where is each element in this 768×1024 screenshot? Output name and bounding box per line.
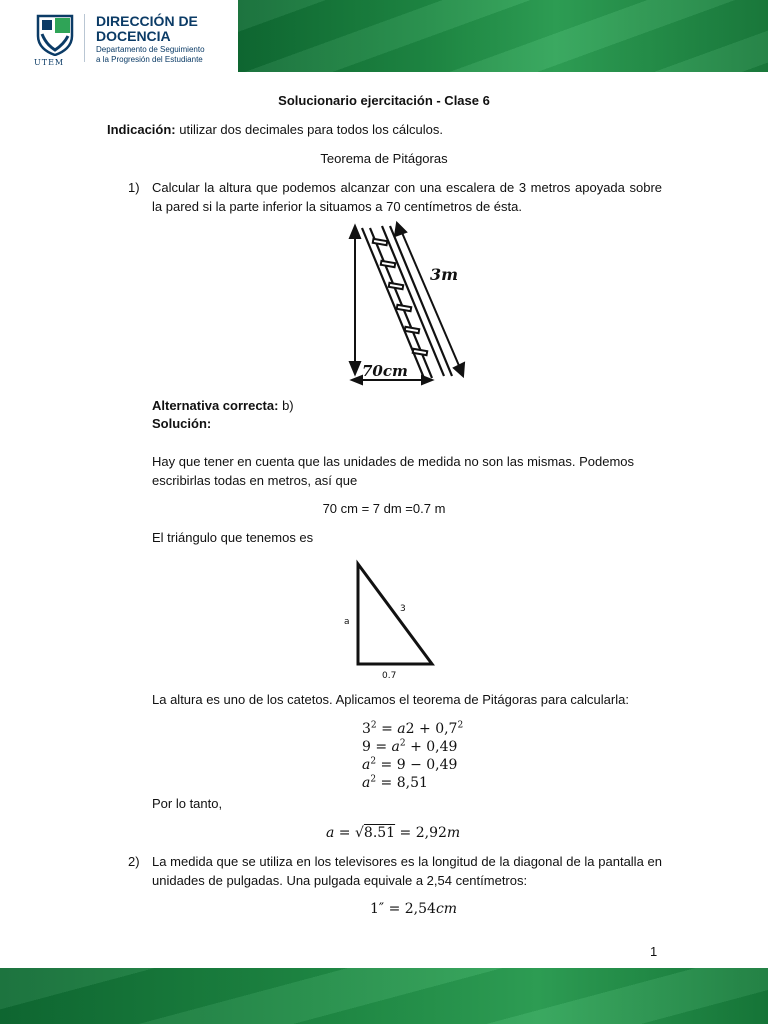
page-title: Solucionario ejercitación - Clase 6 [278, 93, 490, 108]
solution-paragraph-3: La altura es uno de los catetos. Aplicamos el teorema de Pitágoras para calcularla: [152, 692, 629, 707]
footer-green-band [0, 968, 768, 1024]
logo-subtitle [96, 45, 236, 65]
page-header [0, 0, 768, 72]
logo-title [96, 14, 236, 44]
utem-shield-logo [36, 14, 74, 56]
triangle-figure [338, 558, 448, 684]
header-green-band [238, 0, 768, 72]
base-length-label: 70cm [362, 362, 408, 380]
logo-divider [84, 14, 85, 62]
answer-line [152, 396, 294, 415]
q1-number: 1) [128, 180, 140, 195]
logo-subtitle-line2: a la Progresión del Estudiante [96, 55, 203, 64]
equation-3: $a^2 = 9 - 0,49$ [362, 756, 458, 773]
ladder-length-label: 3m [430, 265, 459, 284]
logo-caption: UTEM [34, 58, 65, 67]
logo-title-line2: DOCENCIA [96, 28, 171, 44]
logo-title-line1: DIRECCIÓN DE [96, 13, 198, 29]
solution-label: Solución: [152, 416, 212, 431]
right-triangle [358, 564, 432, 664]
height-arrow [350, 226, 360, 374]
result-equation: a = √8.51 = 2,92m [326, 825, 461, 841]
equation-4: $a^2 = 8,51$ [362, 774, 428, 791]
equation-2: $9 = a^2 + 0,49$ [362, 738, 458, 755]
section-title: Teorema de Pitágoras [320, 151, 448, 166]
ladder-rails [362, 226, 452, 378]
therefore-text: Por lo tanto, [152, 796, 223, 811]
q2-number: 2) [128, 854, 140, 869]
triangle-hypotenuse-label: 3 [400, 604, 406, 614]
ladder-arrow [395, 223, 464, 376]
indication [107, 120, 667, 139]
solution-paragraph-2: El triángulo que tenemos es [152, 530, 314, 545]
solution-paragraph-1: Hay que tener en cuenta que las unidades de medida no son las mismas. Podemos escribirlas todas en metros, así que [152, 454, 635, 488]
unit-conversion: 70 cm = 7 dm =0.7 m [322, 501, 446, 516]
indication-label: Indicación: [107, 122, 176, 137]
triangle-side-a-label: a [344, 617, 350, 627]
q2-text: La medida que se utiliza en los televisores es la longitud de la diagonal de la pantalla en unidades de pulgadas. Una pulgada equivale a 2,54 centímetros: [152, 854, 662, 888]
page-number: 1 [650, 944, 658, 959]
answer-value: b) [278, 398, 294, 413]
ladder-figure [340, 218, 470, 388]
indication-text: utilizar dos decimales para todos los cálculos. [175, 122, 443, 137]
triangle-base-label: 0.7 [382, 671, 397, 681]
answer-label: Alternativa correcta: [152, 398, 279, 413]
q1-text: Calcular la altura que podemos alcanzar con una escalera de 3 metros apoyada sobre la pared si la parte inferior la situamos a 70 centímetros de ésta. [152, 180, 662, 214]
equation-1: $3^2 = a2 + 0,7^2$ [362, 720, 464, 737]
inch-equation: 1″ = 2,54cm [370, 901, 458, 917]
logo-subtitle-line1: Departamento de Seguimiento [96, 45, 205, 54]
